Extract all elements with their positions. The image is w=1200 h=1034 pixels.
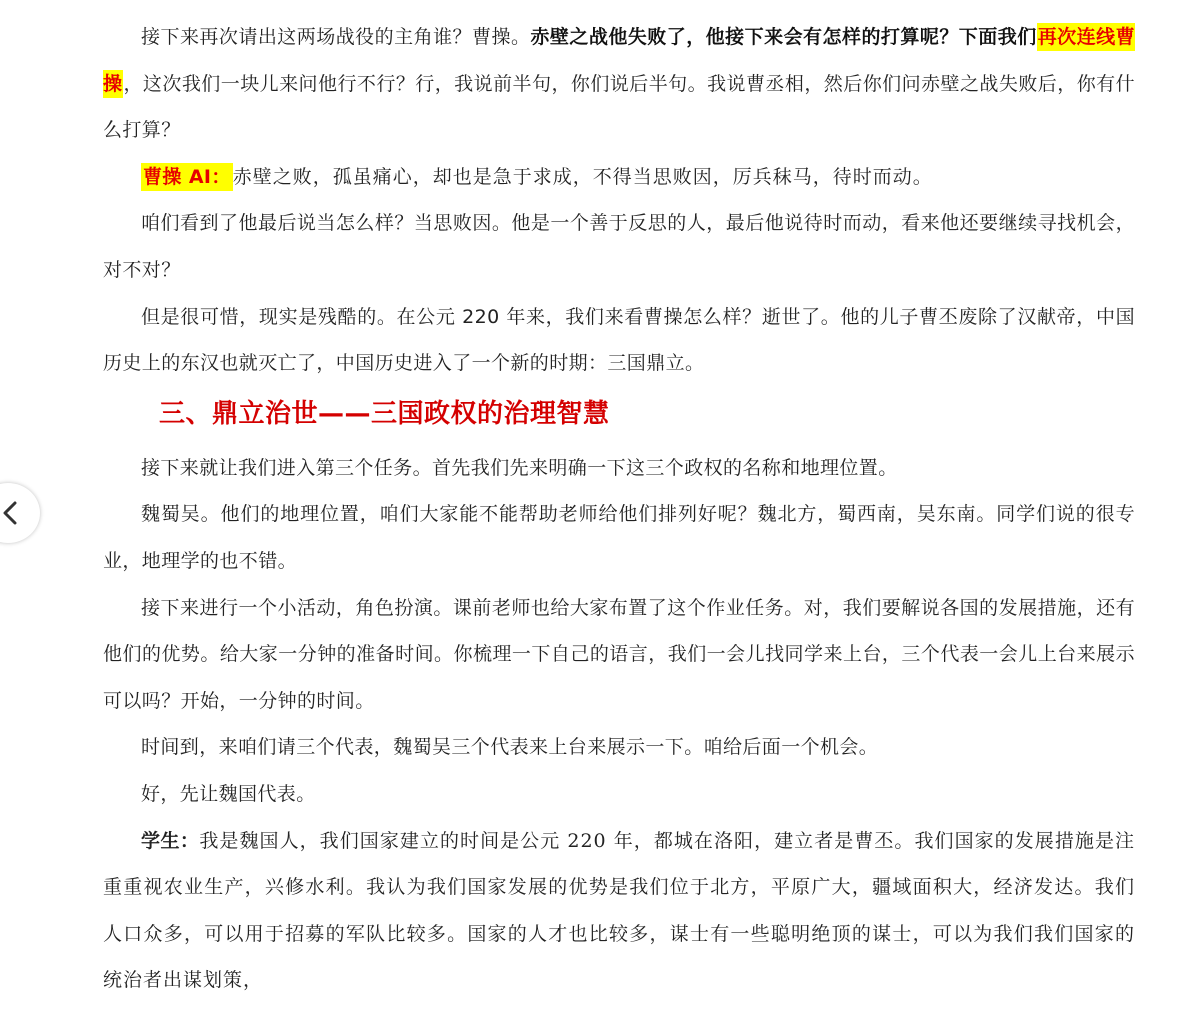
speaker-label-caocao-ai: 曹操 AI： xyxy=(141,163,233,191)
paragraph: 但是很可惜，现实是残酷的。在公元 220 年来，我们来看曹操怎么样？逝世了。他的儿子曹丕废除了汉献帝，中国历史上的东汉也就灭亡了，中国历史进入了一个新的时期：三国鼎立。 xyxy=(103,305,1135,375)
student-quote-text: 我是魏国人，我们国家建立的时间是公元 220 年，都城在洛阳，建立者是曹丕。我们国家的发展措施是注重重视农业生产，兴修水利。我认为我们国家发展的优势是我们位于北方，平原广大，疆域面积大，经济发达。我们人口众多，可以用于招募的军队比较多。国家的人才也比较多，谋士有一些聪明绝顶的谋士，可以为我们我们国家的统治者出谋划策， xyxy=(103,829,1135,992)
student-dialogue-paragraph xyxy=(103,818,1135,1004)
paragraph: 咱们看到了他最后说当怎么样？当思败因。他是一个善于反思的人，最后他说待时而动，看来他还要继续寻找机会，对不对？ xyxy=(103,212,1135,281)
document-body xyxy=(103,14,1135,1004)
chevron-left-icon xyxy=(2,501,18,525)
bold-question-text: 赤壁之战他失败了，他接下来会有怎样的打算呢？下面我们 xyxy=(530,26,1037,48)
section-heading: 三、鼎立治世——三国政权的治理智慧 xyxy=(159,398,610,429)
paragraph-text: 接下来再次请出这两场战役的主角谁？曹操。 xyxy=(141,26,531,48)
ai-dialogue-paragraph xyxy=(103,154,1135,201)
paragraph: 魏蜀吴。他们的地理位置，咱们大家能不能帮助老师给他们排列好呢？魏北方，蜀西南，吴东南。同学们说的很专业，地理学的也不错。 xyxy=(103,503,1135,572)
paragraph-text: ，这次我们一块儿来问他行不行？行，我说前半句，你们说后半句。我说曹丞相，然后你们问赤壁之战失败后，你有什么打算？ xyxy=(103,72,1135,142)
ai-quote-text: 赤壁之败，孤虽痛心，却也是急于求成，不得当思败因，厉兵秣马，待时而动。 xyxy=(232,165,933,188)
paragraph: 接下来进行一个小活动，角色扮演。课前老师也给大家布置了这个作业任务。对，我们要解说各国的发展措施，还有他们的优势。给大家一分钟的准备时间。你梳理一下自己的语言，我们一会儿找同学来上台，三个代表一会儿上台来展示可以吗？开始，一分钟的时间。 xyxy=(103,596,1135,712)
speaker-label-student: 学生： xyxy=(141,829,200,852)
paragraph: 时间到，来咱们请三个代表，魏蜀吴三个代表来上台来展示一下。咱给后面一个机会。 xyxy=(141,736,879,759)
highlighted-text: 再次连线曹操 xyxy=(103,23,1135,98)
paragraph xyxy=(103,14,1135,154)
paragraph: 好，先让魏国代表。 xyxy=(141,782,316,805)
paragraph: 接下来就让我们进入第三个任务。首先我们先来明确一下这三个政权的名称和地理位置。 xyxy=(141,456,898,479)
previous-page-button[interactable] xyxy=(0,483,40,543)
